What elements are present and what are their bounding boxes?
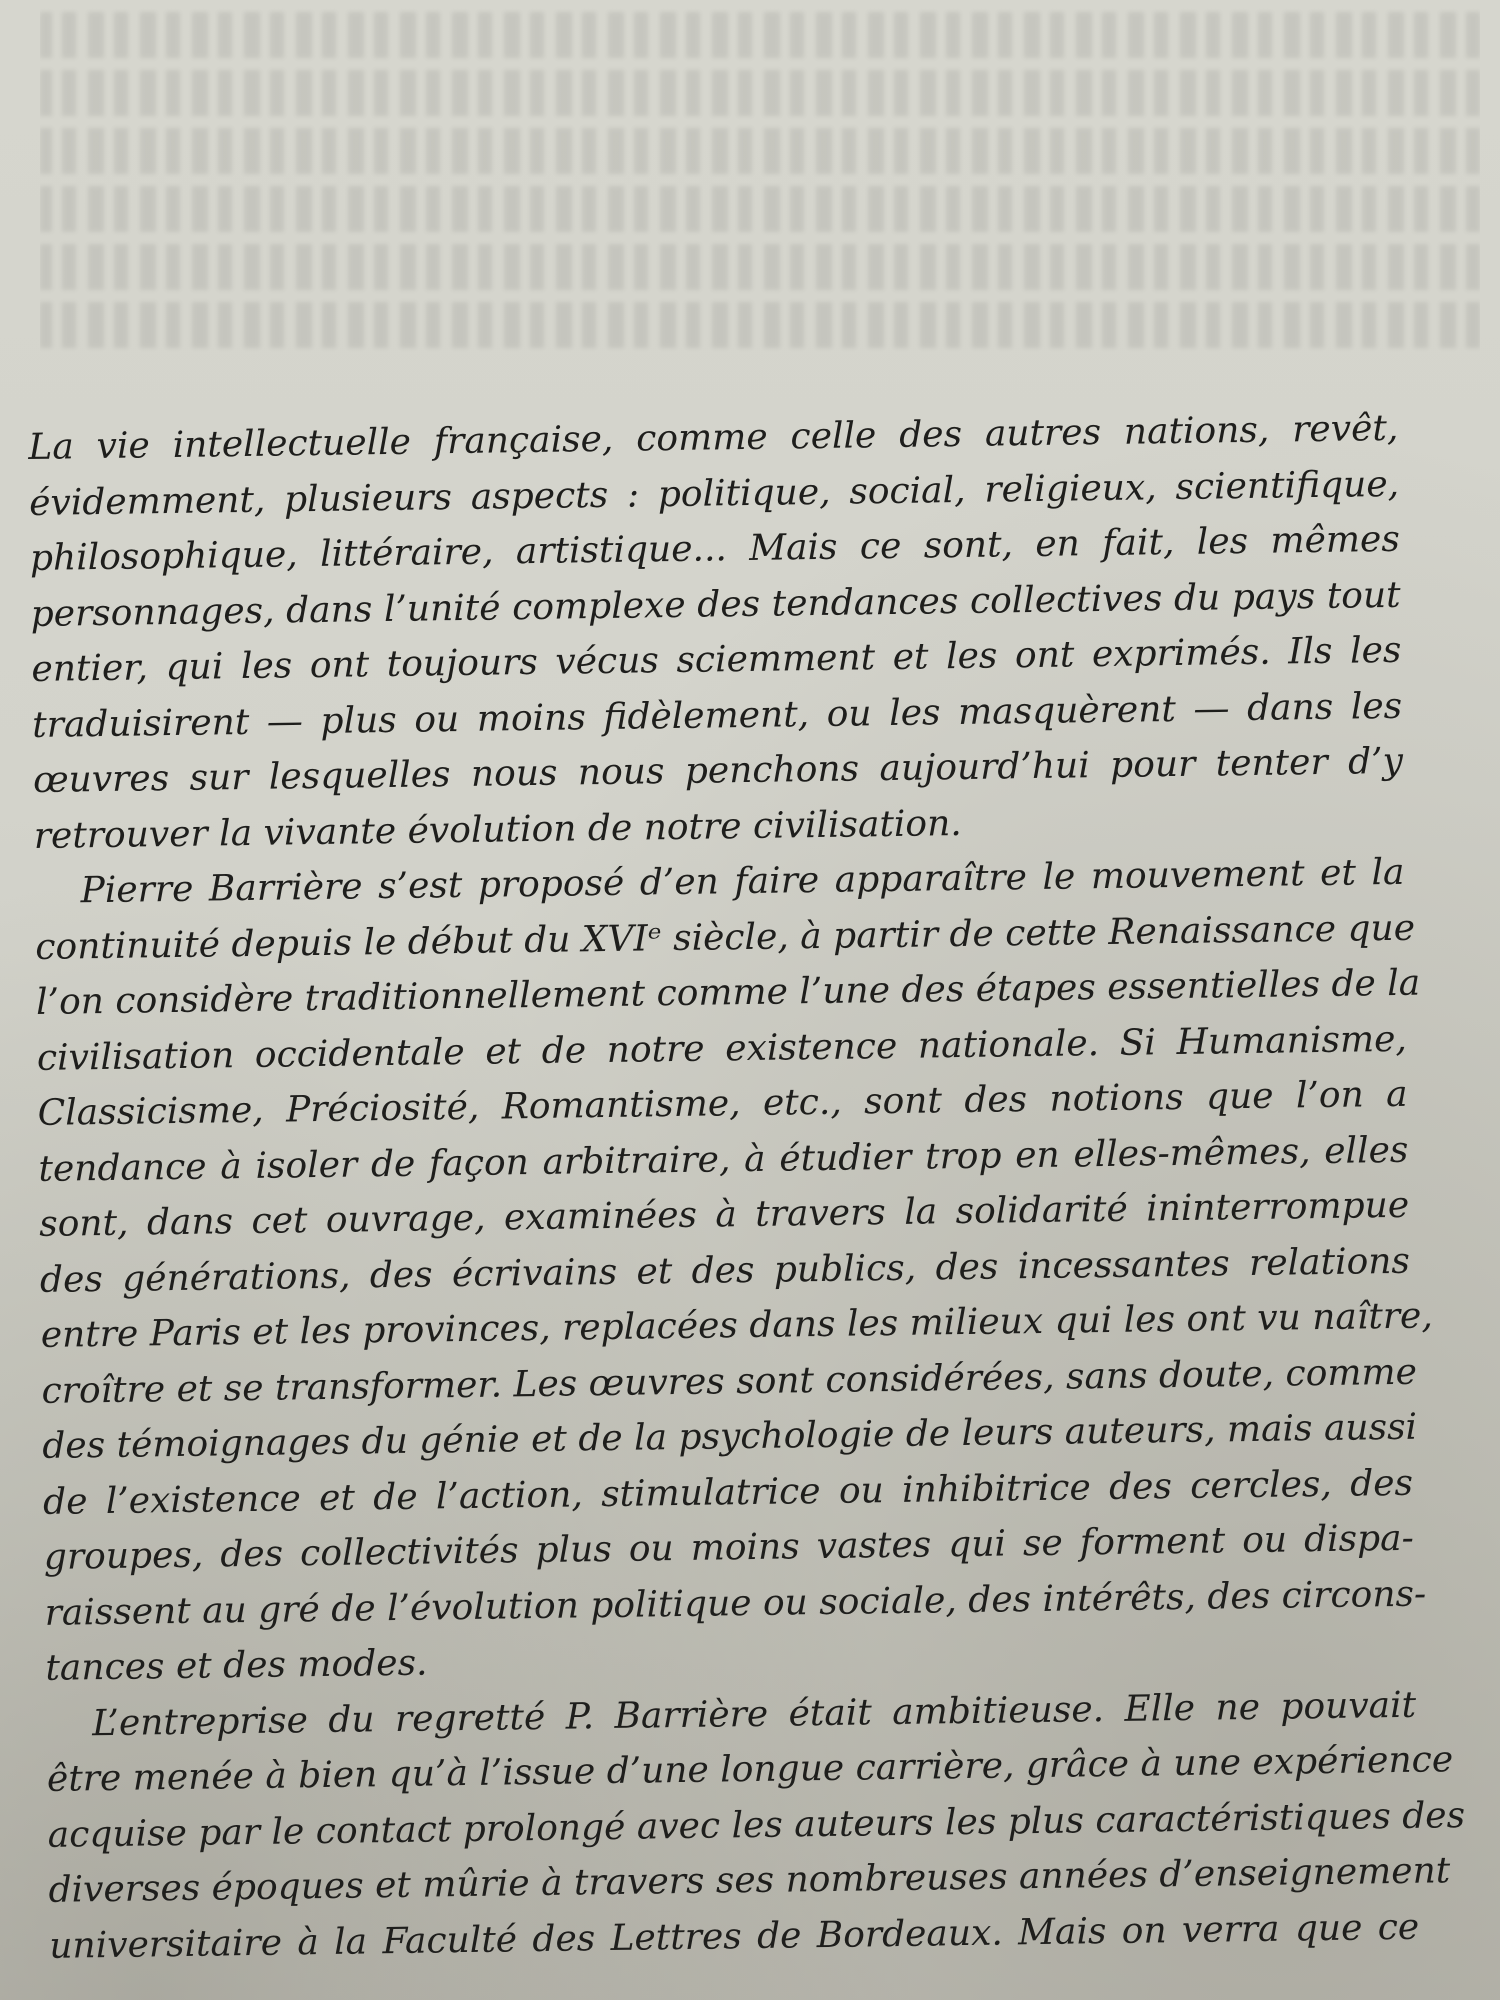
- text-line: traduisirent — plus ou moins fidèlement, ou les masquèrent — dans les: [31, 685, 1403, 746]
- text-line: être menée à bien qu’à l’issue d’une longue carrière, grâce à une expérience: [46, 1739, 1454, 1800]
- body-text: [28, 401, 1466, 1974]
- text-line: diverses époques et mûrie à travers ses nombreuses années d’enseignement: [48, 1850, 1451, 1911]
- text-line: de l’existence et de l’action, stimulatrice ou inhibitrice des cercles, des: [42, 1462, 1414, 1523]
- text-line: tances et des modes.: [45, 1642, 428, 1689]
- text-line: des générations, des écrivains et des publics, des incessantes relations: [39, 1240, 1411, 1301]
- paragraph-1: [28, 401, 1404, 864]
- text-line: continuité depuis le début du XVIᵉ siècle, à partir de cette Renaissance que: [35, 907, 1416, 968]
- text-line: l’on considère traditionnellement comme l’une des étapes essentielles de la: [35, 962, 1421, 1023]
- text-line: raissent au gré de l’évolution politique ou sociale, des intérêts, des circons-: [44, 1573, 1427, 1634]
- text-line: tendance à isoler de façon arbitraire, à étudier trop en elles-mêmes, elles: [38, 1129, 1409, 1190]
- text-line: des témoignages du génie et de la psychologie de leurs auteurs, mais aussi: [42, 1406, 1418, 1467]
- text-line: sont, dans cet ouvrage, examinées à travers la solidarité ininterrompue: [38, 1184, 1410, 1245]
- text-line: entre Paris et les provinces, replacées dans les milieux qui les ont vu naître,: [40, 1295, 1434, 1356]
- text-line: philosophique, littéraire, artistique... Mais ce sont, en fait, les mêmes: [29, 518, 1401, 579]
- text-line: évidemment, plusieurs aspects : politique, social, religieux, scientifique,: [28, 463, 1400, 524]
- text-line: groupes, des collectivités plus ou moins vastes qui se forment ou dispa-: [43, 1517, 1415, 1578]
- text-line: œuvres sur lesquelles nous nous penchons aujourd’hui pour tenter d’y: [32, 740, 1404, 801]
- text-line: La vie intellectuelle française, comme celle des autres nations, revêt,: [28, 407, 1399, 468]
- show-through-text: [40, 0, 1480, 360]
- text-line: entier, qui les ont toujours vécus sciemment et les ont exprimés. Ils les: [31, 629, 1402, 690]
- text-line: acquise par le contact prolongé avec les auteurs les plus caractéristiques des: [47, 1794, 1466, 1856]
- text-line: L’entreprise du regretté P. Barrière était ambitieuse. Elle ne pouvait: [91, 1684, 1417, 1744]
- text-line: Classicisme, Préciosité, Romantisme, etc., sont des notions que l’on a: [37, 1073, 1408, 1134]
- text-line: croître et se transformer. Les œuvres sont considérées, sans doute, comme: [41, 1351, 1418, 1412]
- text-line: retrouver la vivante évolution de notre civilisation.: [33, 802, 962, 857]
- paragraph-3: [46, 1677, 1466, 1974]
- text-line: universitaire à la Faculté des Lettres de Bordeaux. Mais on verra que ce: [49, 1906, 1420, 1967]
- text-line: personnages, dans l’unité complexe des tendances collectives du pays tout: [30, 574, 1401, 635]
- paragraph-2: [34, 845, 1434, 1697]
- text-line: civilisation occidentale et de notre existence nationale. Si Humanisme,: [36, 1018, 1408, 1079]
- text-line: Pierre Barrière s’est proposé d’en faire apparaître le mouvement et la: [80, 851, 1405, 912]
